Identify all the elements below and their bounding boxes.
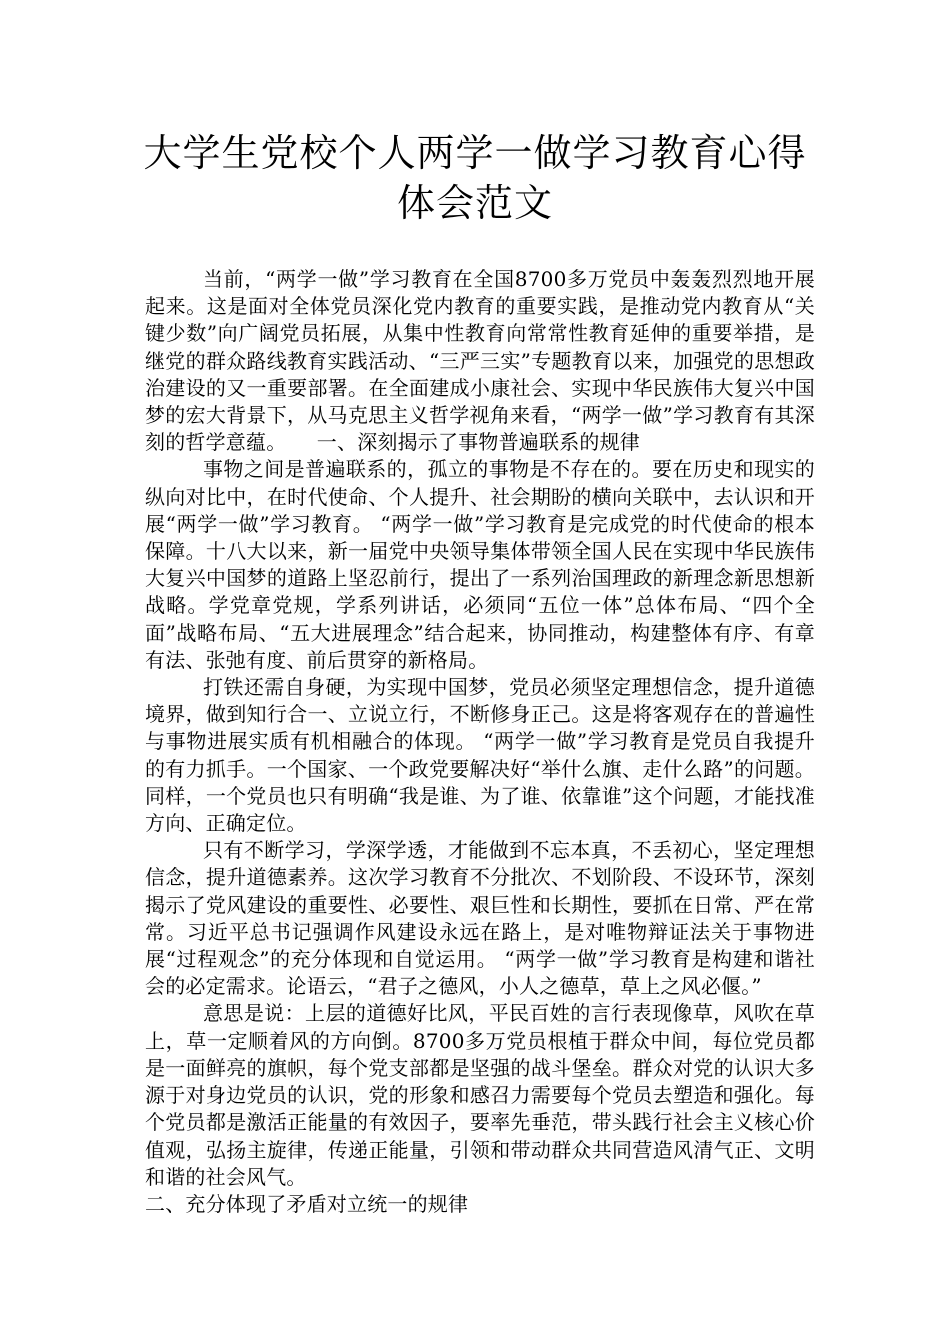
section-heading-2: 二、充分体现了矛盾对立统一的规律 [145, 1191, 469, 1216]
document-body [145, 266, 815, 1218]
paragraph-5: 意思是说：上层的道德好比风，平民百姓的言行表现像草，风吹在草上，草一定顺着风的方向倒。8700多万党员根植于群众中间，每位党员都是一面鲜亮的旗帜，每个党支部都是坚强的战斗堡垒。群众对党的认识大多源于对身边党员的认识，党的形象和感召力需要每个党员去塑造和强化。每个党员都是激活正能量的有效因子，要率先垂范，带头践行社会主义核心价值观，弘扬主旋律，传递正能量，引领和带动群众共同营造风清气正、文明和谐的社会风气。 [145, 1001, 815, 1189]
document-title: 大学生党校个人两学一做学习教育心得体会范文 [143, 131, 807, 225]
paragraph-4: 只有不断学习，学深学透，才能做到不忘本真，不丢初心，坚定理想信念，提升道德素养。这次学习教育不分批次、不划阶段、不设环节，深刻揭示了党风建设的重要性、必要性、艰巨性和长期性，要抓在日常、严在常常。习近平总书记强调作风建设永远在路上，是对唯物辩证法关于事物进展“过程观念”的充分体现和自觉运用。 “两学一做”学习教育是构建和谐社会的必定需求。论语云，“君子之德风，小人之德草，草上之风必偃。” [145, 838, 815, 999]
paragraph-1: 当前，“两学一做”学习教育在全国8700多万党员中轰轰烈烈地开展起来。这是面对全体党员深化党内教育的重要实践，是推动党内教育从“关键少数”向广阔党员拓展，从集中性教育向常常性教育延伸的重要举措，是继党的群众路线教育实践活动、“三严三实”专题教育以来，加强党的思想政治建设的又一重要部署。在全面建成小康社会、实现中华民族伟大复兴中国梦的宏大背景下，从马克思主义哲学视角来看，“两学一做”学习教育有其深刻的哲学意蕴。 一、深刻揭示了事物普遍联系的规律 [145, 267, 815, 455]
paragraph-2: 事物之间是普遍联系的，孤立的事物是不存在的。要在历史和现实的纵向对比中，在时代使命、个人提升、社会期盼的横向关联中，去认识和开展“两学一做”学习教育。 “两学一做”学习教育是完成党的时代使命的根本保障。十八大以来，新一届党中央领导集体带领全国人民在实现中华民族伟大复兴中国梦的道路上坚忍前行，提出了一系列治国理政的新理念新思想新战略。学党章党规，学系列讲话，必须同“五位一体”总体布局、“四个全面”战略布局、“五大进展理念”结合起来，协同推动，构建整体有序、有章有法、张弛有度、前后贯穿的新格局。 [145, 457, 815, 672]
paragraph-3: 打铁还需自身硬，为实现中国梦，党员必须坚定理想信念，提升道德境界，做到知行合一、立说立行，不断修身正己。这是将客观存在的普遍性与事物进展实质有机相融合的体现。 “两学一做”学习教育是党员自我提升的有力抓手。一个国家、一个政党要解决好“举什么旗、走什么路”的问题。同样，一个党员也只有明确“我是谁、为了谁、依靠谁”这个问题，才能找准方向、正确定位。 [145, 675, 815, 836]
